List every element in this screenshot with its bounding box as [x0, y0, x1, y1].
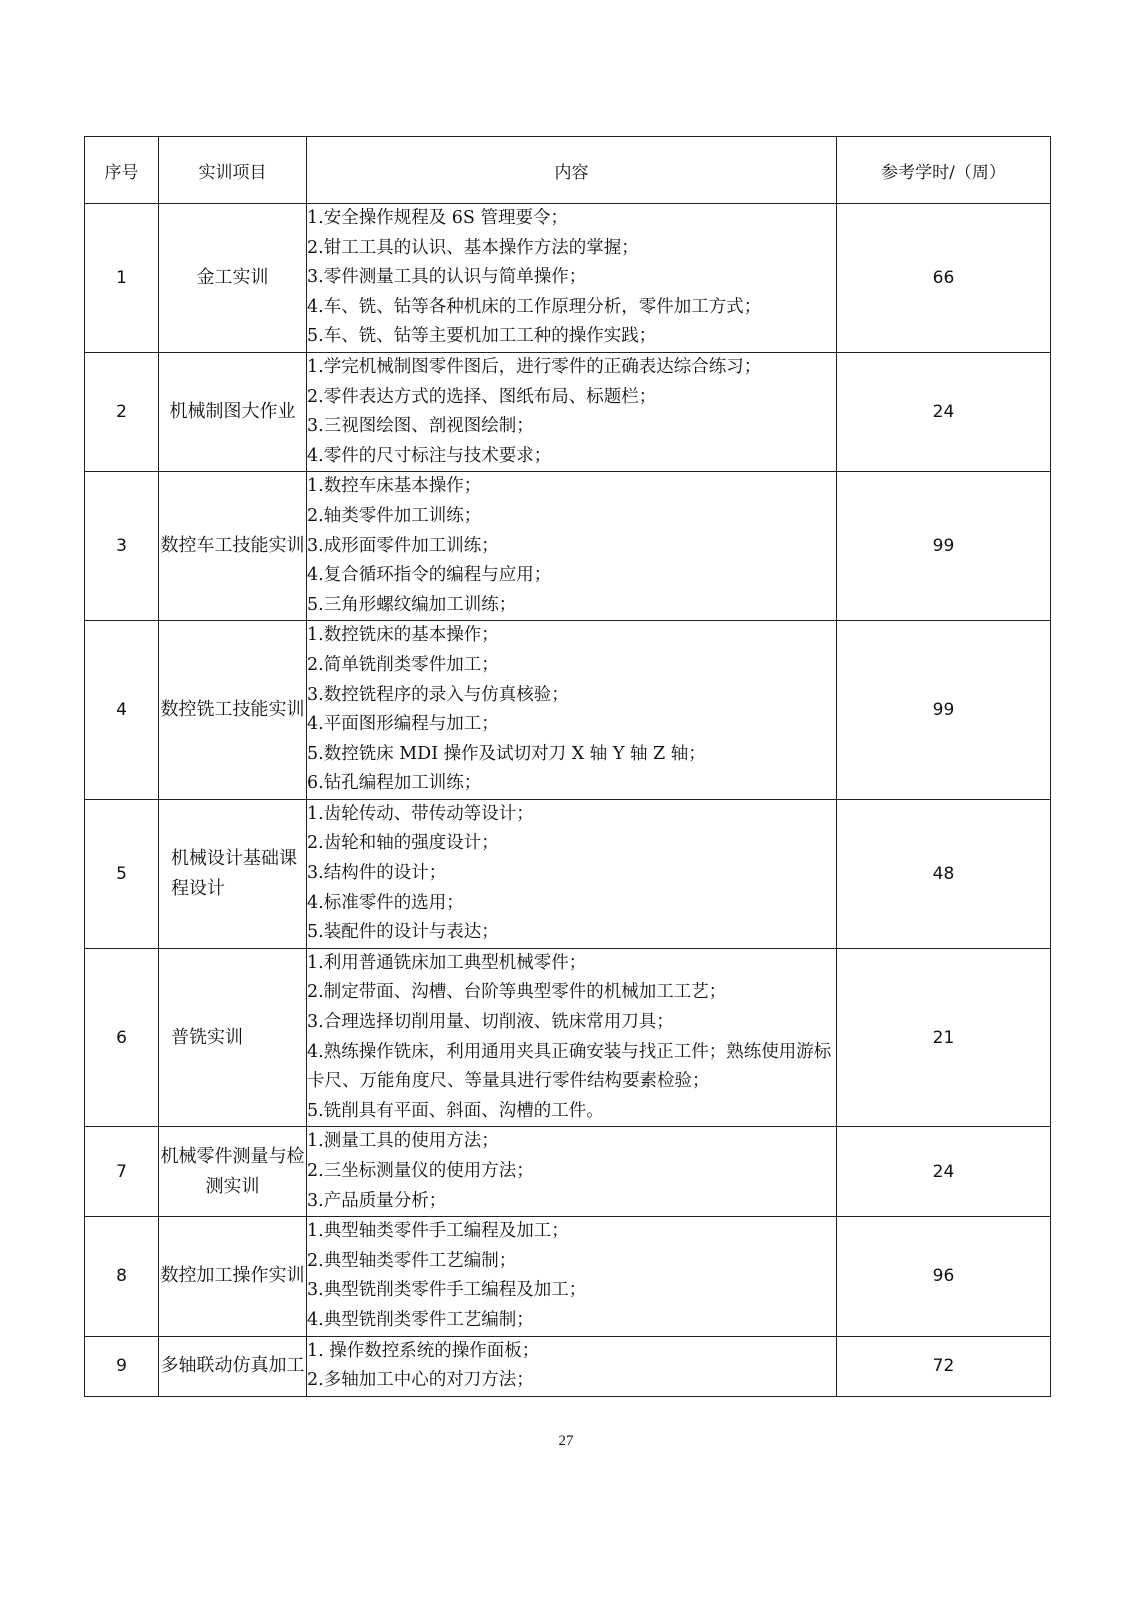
content-item: 1.安全操作规程及 6S 管理要令；: [307, 208, 568, 228]
table-row: [85, 621, 1051, 800]
content-item: 2.钳工工具的认识、基本操作方法的掌握；: [307, 237, 639, 258]
row-content: [307, 1217, 837, 1336]
row-index: 2: [85, 352, 159, 471]
header-hours: 参考学时/（周）: [837, 137, 1051, 204]
row-hours: 21: [837, 948, 1051, 1127]
row-hours: 24: [837, 1127, 1051, 1217]
content-item: 1.测量工具的使用方法；: [307, 1131, 499, 1152]
row-hours: 24: [837, 352, 1051, 471]
page-number: 27: [558, 1433, 574, 1449]
row-content: [307, 1336, 837, 1396]
row-index: 7: [85, 1127, 159, 1217]
row-project: 数控铣工技能实训: [159, 621, 307, 800]
row-index: 9: [85, 1336, 159, 1396]
row-content: [307, 204, 837, 353]
training-table: [84, 136, 1051, 1397]
content-item: 2.三坐标测量仪的使用方法；: [307, 1161, 534, 1181]
row-project: 金工实训: [159, 204, 307, 353]
content-item: 2.齿轮和轴的强度设计；: [307, 833, 499, 854]
content-item: 5.数控铣床 MDI 操作及试切对刀 X 轴 Y 轴 Z 轴；: [307, 743, 706, 764]
row-content: [307, 352, 837, 471]
table-row: [85, 472, 1051, 621]
table-row: [85, 799, 1051, 948]
content-item: 2.简单铣削类零件加工；: [307, 654, 499, 675]
row-project: 数控车工技能实训: [159, 472, 307, 621]
content-item: 5.车、铣、钻等主要机加工工种的操作实践；: [307, 326, 657, 347]
content-item: 3.典型铣削类零件手工编程及加工；: [307, 1280, 587, 1301]
content-item: 1.利用普通铣床加工典型机械零件；: [307, 952, 587, 973]
content-item: 3.合理选择切削用量、切削液、铣床常用刀具；: [307, 1012, 674, 1033]
content-item: 1.数控车床基本操作；: [307, 476, 482, 497]
content-item: 4.典型铣削类零件工艺编制；: [307, 1309, 534, 1330]
table-row: [85, 352, 1051, 471]
row-index: 1: [85, 204, 159, 353]
header-project: 实训项目: [159, 137, 307, 204]
table-header-row: [85, 137, 1051, 204]
row-content: [307, 472, 837, 621]
row-project: 普铣实训: [159, 948, 307, 1127]
row-project: 数控加工操作实训: [159, 1217, 307, 1336]
row-hours: 99: [837, 621, 1051, 800]
content-item: 3.数控铣程序的录入与仿真核验；: [307, 684, 569, 705]
row-index: 8: [85, 1217, 159, 1336]
row-hours: 96: [837, 1217, 1051, 1336]
content-item: 2.轴类零件加工训练；: [307, 505, 482, 526]
row-project: 多轴联动仿真加工: [159, 1336, 307, 1396]
row-content: [307, 621, 837, 800]
content-item: 5.铣削具有平面、斜面、沟槽的工件。: [307, 1100, 604, 1121]
header-index: 序号: [85, 137, 159, 204]
header-content: 内容: [307, 137, 837, 204]
row-project: 机械零件测量与检测实训: [159, 1127, 307, 1217]
content-item: 1.数控铣床的基本操作；: [307, 625, 499, 646]
content-item: 1. 操作数控系统的操作面板；: [307, 1340, 540, 1361]
content-item: 4.零件的尺寸标注与技术要求；: [307, 445, 552, 466]
row-content: [307, 1127, 837, 1217]
content-item: 4.熟练操作铣床，利用通用夹具正确安装与找正工件；熟练使用游标卡尺、万能角度尺、等量具进行零件结构要素检验；: [307, 1041, 832, 1092]
row-content: [307, 948, 837, 1127]
content-item: 6.钻孔编程加工训练；: [307, 773, 482, 794]
content-item: 5.装配件的设计与表达；: [307, 922, 499, 943]
content-item: 4.车、铣、钻等各种机床的工作原理分析，零件加工方式；: [307, 296, 762, 317]
content-item: 4.复合循环指令的编程与应用；: [307, 565, 552, 586]
content-item: 2.零件表达方式的选择、图纸布局、标题栏；: [307, 386, 657, 407]
table-row: [85, 204, 1051, 353]
content-item: 2.多轴加工中心的对刀方法；: [307, 1370, 534, 1391]
content-item: 3.三视图绘图、剖视图绘制；: [307, 416, 534, 437]
content-item: 5.三角形螺纹编加工训练；: [307, 594, 517, 615]
content-item: 1.典型轴类零件手工编程及加工；: [307, 1221, 569, 1242]
row-index: 3: [85, 472, 159, 621]
row-project: 机械设计基础课程设计: [159, 799, 307, 948]
content-item: 4.平面图形编程与加工；: [307, 714, 499, 735]
row-hours: 72: [837, 1336, 1051, 1396]
table-row: [85, 1336, 1051, 1396]
row-hours: 48: [837, 799, 1051, 948]
content-item: 3.结构件的设计；: [307, 863, 447, 884]
content-item: 1.学完机械制图零件图后，进行零件的正确表达综合练习；: [307, 356, 762, 377]
content-item: 2.典型轴类零件工艺编制；: [307, 1250, 517, 1271]
content-item: 3.零件测量工具的认识与简单操作；: [307, 267, 587, 288]
content-item: 4.标准零件的选用；: [307, 892, 464, 913]
row-index: 6: [85, 948, 159, 1127]
row-hours: 99: [837, 472, 1051, 621]
row-hours: 66: [837, 204, 1051, 353]
content-item: 2.制定带面、沟槽、台阶等典型零件的机械加工工艺；: [307, 982, 727, 1003]
content-item: 1.齿轮传动、带传动等设计；: [307, 803, 534, 824]
table-row: [85, 1127, 1051, 1217]
row-content: [307, 799, 837, 948]
table-row: [85, 1217, 1051, 1336]
row-index: 4: [85, 621, 159, 800]
content-item: 3.产品质量分析；: [307, 1190, 447, 1211]
content-item: 3.成形面零件加工训练；: [307, 535, 499, 556]
table-row: [85, 948, 1051, 1127]
row-project: 机械制图大作业: [159, 352, 307, 471]
row-index: 5: [85, 799, 159, 948]
